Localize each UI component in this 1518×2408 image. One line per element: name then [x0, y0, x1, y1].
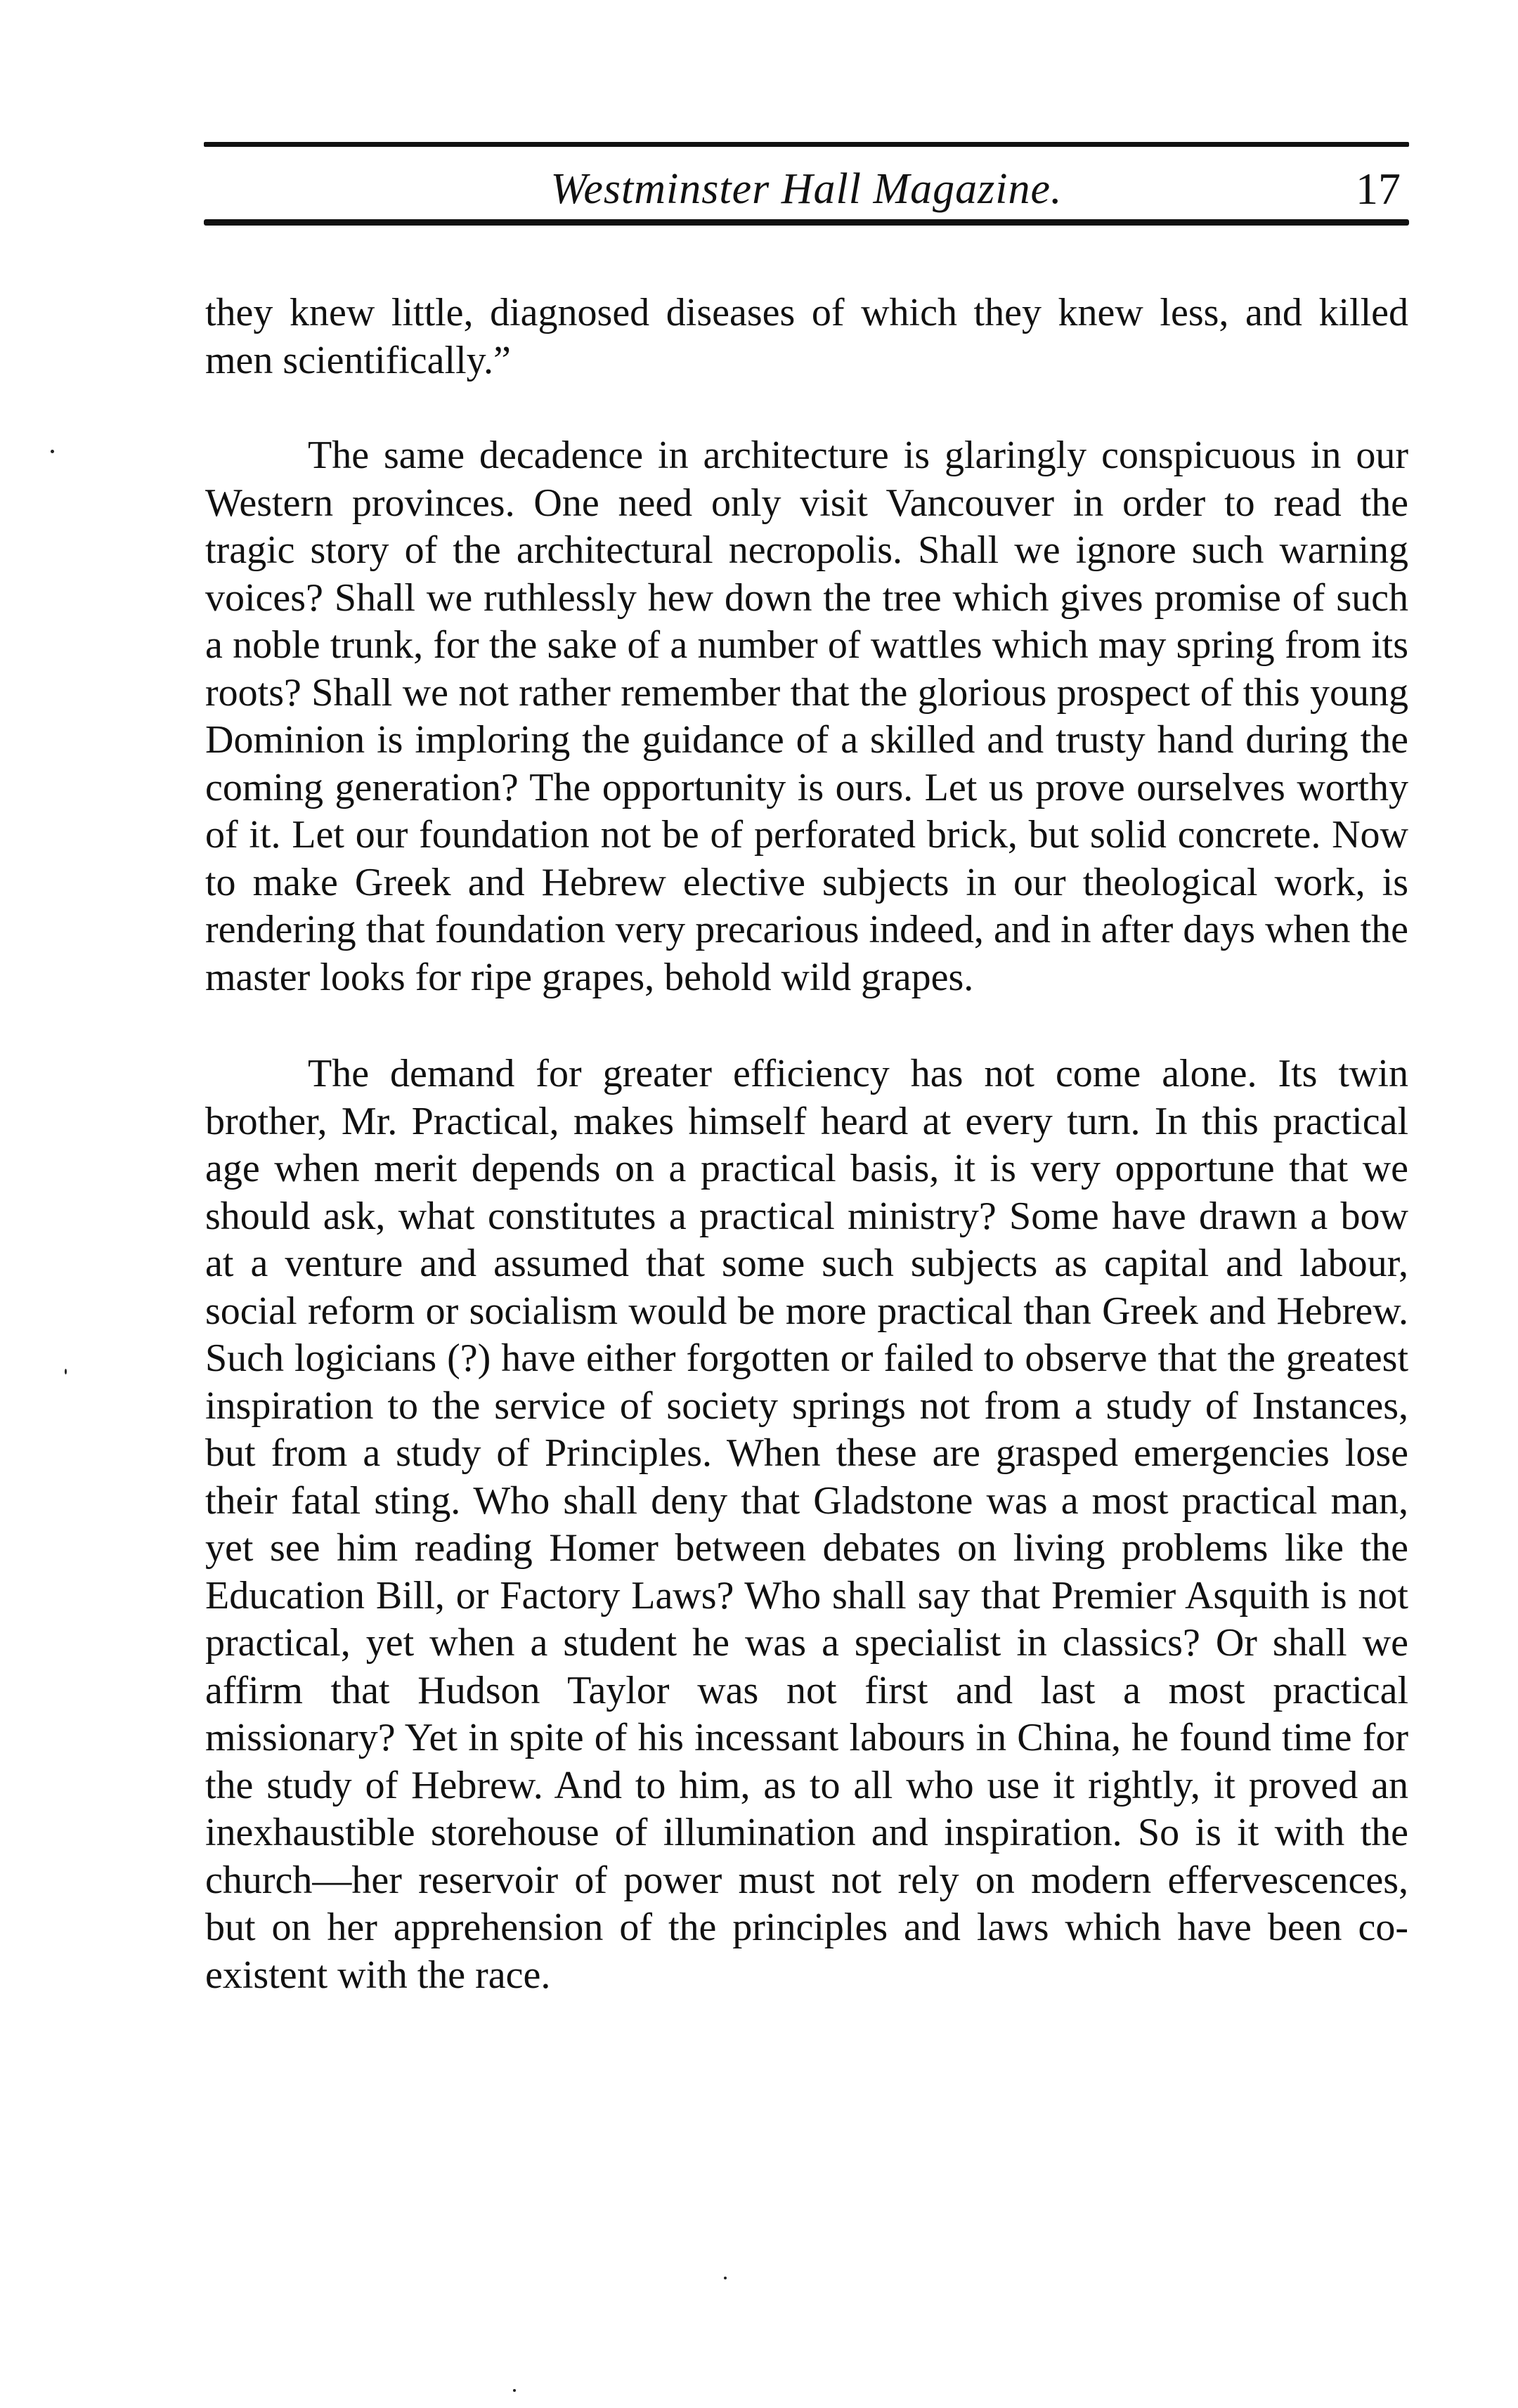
running-header [204, 159, 1409, 215]
article-body [205, 289, 1408, 1999]
scan-speck [513, 2389, 516, 2392]
page-number: 17 [1356, 164, 1401, 214]
scan-speck [51, 450, 54, 453]
paragraph-continued: they knew little, diagnosed diseases of which they knew less, and killed men scientifically.” [205, 291, 1408, 382]
scan-speck [65, 1369, 67, 1374]
header-rule-top [204, 142, 1409, 147]
scan-speck [724, 2277, 727, 2279]
paragraph-architecture: The same decadence in architecture is glaringly conspicuous in our Western provinces. One need only visit Vancouver in order to read the tragic story of the architectural necropolis. Shall we ignore such warning voices? Shall we ruthlessly hew down the tree which gives promise of such a noble trunk, for the sake of a number of wattles which may spring from its roots? Shall we not rather remember that the glorious prospect of this young Dominion is imploring the guidance of a skilled and trusty hand during the coming generation? The opportunity is ours. Let us prove ourselves worthy of it. Let our foundation not be of perforated brick, but solid concrete. Now to make Greek and Hebrew elective subjects in our theological work, is rendering that foundation very precarious indeed, and in after days when the master looks for ripe grapes, behold wild grapes. [205, 434, 1408, 999]
magazine-title: Westminster Hall Magazine. [550, 165, 1063, 213]
header-rule-bottom [204, 219, 1409, 226]
paragraph-practical-ministry: The demand for greater efficiency has not come alone. Its twin brother, Mr. Practical, makes himself heard at every turn. In this practical age when merit depends on a practical basis, it is very opportune that we should ask, what constitutes a practical ministry? Some have drawn a bow at a venture and assumed that some such subjects as capital and labour, social reform or socialism would be more practical than Greek and Hebrew. Such logicians (?) have either forgotten or failed to observe that the greatest inspiration to the service of society springs not from a study of Instances, but from a study of Principles. When these are grasped emergencies lose their fatal sting. Who shall deny that Gladstone was a most practical man, yet see him reading Homer between debates on living problems like the Education Bill, or Factory Laws? Who shall say that Premier Asquith is not practical, yet when a student he was a specialist in classics? Or shall we affirm that Hudson Taylor was not first and last a most practical missionary? Yet in spite of his incessant labours in China, he found time for the study of Hebrew. And to him, as to all who use it rightly, it proved an inexhaustible storehouse of illumination and inspiration. So is it with the church—her reservoir of power must not rely on modern effervescences, but on her apprehension of the principles and laws which have been co-existent with the race. [205, 1052, 1408, 1997]
